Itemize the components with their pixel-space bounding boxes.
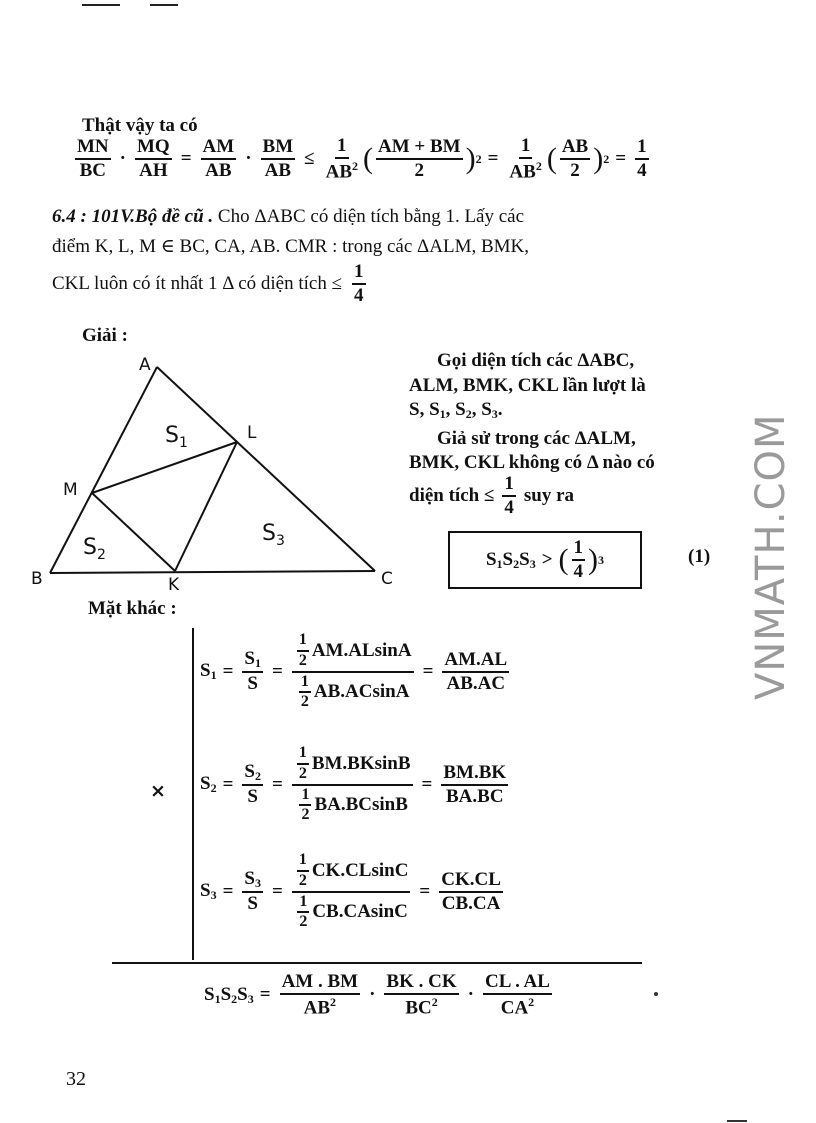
right-text-line: ALM, BMK, CKL lần lượt là [409,375,646,396]
result-equation: $S_1S_2S_3$ = $\frac{AM . BM}{AB^2}$ · $\frac{BK . CK}{BC^2}$ · $\frac{CL . AL}{CA^2}$ [204,971,550,1019]
fraction: $\frac{AM}{AB}$ [202,136,235,182]
right-text-line: Gọi diện tích các ΔABC, [437,350,635,371]
problem-label: 6.4 : 101V.Bộ đề cũ . [52,206,214,227]
point-k-label: K [168,575,180,590]
equation-tag: (1) [688,546,711,567]
scan-mark [82,4,120,6]
fraction: $\frac{AM + BM}{2}$ [378,136,461,182]
area-s2-label: $S_2$ [83,535,106,563]
scan-mark [150,4,178,6]
result-separator [112,962,642,964]
problem-line-1: 6.4 : 101V.Bộ đề cũ . Cho ΔABC có diện tích bằng 1. Lấy các [52,206,525,227]
system-row-3: $S_3$ = $\frac{S_3}{S}$ = $\frac{1}{2}$ CK.CLsinC $\frac{1}{2}$ CB.CAsinC = $\frac{CK.CL}{CB.CA}$ [200,851,501,931]
scan-speck [654,992,658,996]
fraction: $\frac{1}{4}$ [637,136,647,182]
fraction: $\frac{AB}{2}$ [561,136,589,182]
area-s3-label: $S_3$ [262,521,285,549]
fraction: $\frac{1}{AB^2}$ [509,135,542,183]
multiply-sign: × [150,780,166,802]
area-s1-label: $S_1$ [165,423,188,451]
right-text-line: diện tích ≤ $\frac{1}{4}$ suy ra [409,473,575,518]
mat-khac-label: Mặt khác : [88,598,177,619]
system-row-2: $S_2$ = $\frac{S_2}{S}$ = $\frac{1}{2}$ BM.BKsinB $\frac{1}{2}$ BA.BCsinB = $\frac{BM.BK}{BA.BC}$ [200,744,507,824]
inequality-1: $\frac{MN}{BC}$ · $\frac{MQ}{AH}$ = $\frac{AM}{AB}$ · $\frac{BM}{AB}$ ≤ $\frac{1}{AB^2}$ ( $\frac{AM + BM}{2}$ ) 2 = $\frac{1}{AB^2}$ ( $\frac{AB}{2}$ ) 2 = $\frac{1}{4}$ [77,135,647,183]
page-number: 32 [66,1068,86,1090]
triangle-figure [25,350,405,590]
problem-line-2: điểm K, L, M ∈ BC, CA, AB. CMR : trong các ΔALM, BMK, [52,236,530,257]
vertex-c-label: C [381,569,393,589]
right-text-line: Giả sử trong các ΔALM, [437,428,636,449]
intro-text: Thật vậy ta có [82,115,198,136]
problem-line-3: CKL luôn có ít nhất 1 Δ có diện tích ≤ $\frac{1}{4}$ [52,261,364,306]
vertex-a-label: A [139,355,151,375]
point-l-label: L [247,423,257,443]
boxed-inequality: $S_1S_2S_3$ > ( $\frac{1}{4}$ ) 3 [448,531,642,589]
system-row-1: $S_1$ = $\frac{S_1}{S}$ = $\frac{1}{2}$ AM.ALsinA $\frac{1}{2}$ AB.ACsinA = $\frac{AM.AL}{AB.AC}$ [200,631,508,711]
solution-label: Giải : [82,325,128,346]
fraction: $\frac{1}{AB^2}$ [325,135,358,183]
scan-mark [727,1120,747,1122]
fraction: $\frac{MN}{BC}$ [77,136,109,182]
right-text-line: S, $S_1$, $S_2$, $S_3$. [409,399,503,421]
point-m-label: M [63,480,78,500]
fraction: $\frac{BM}{AB}$ [262,136,294,182]
vertex-b-label: B [31,569,43,589]
right-text-line: BMK, CKL không có Δ nào có [409,452,655,473]
fraction: $\frac{MQ}{AH}$ [137,136,170,182]
watermark: VNMATH.COM [748,413,794,700]
